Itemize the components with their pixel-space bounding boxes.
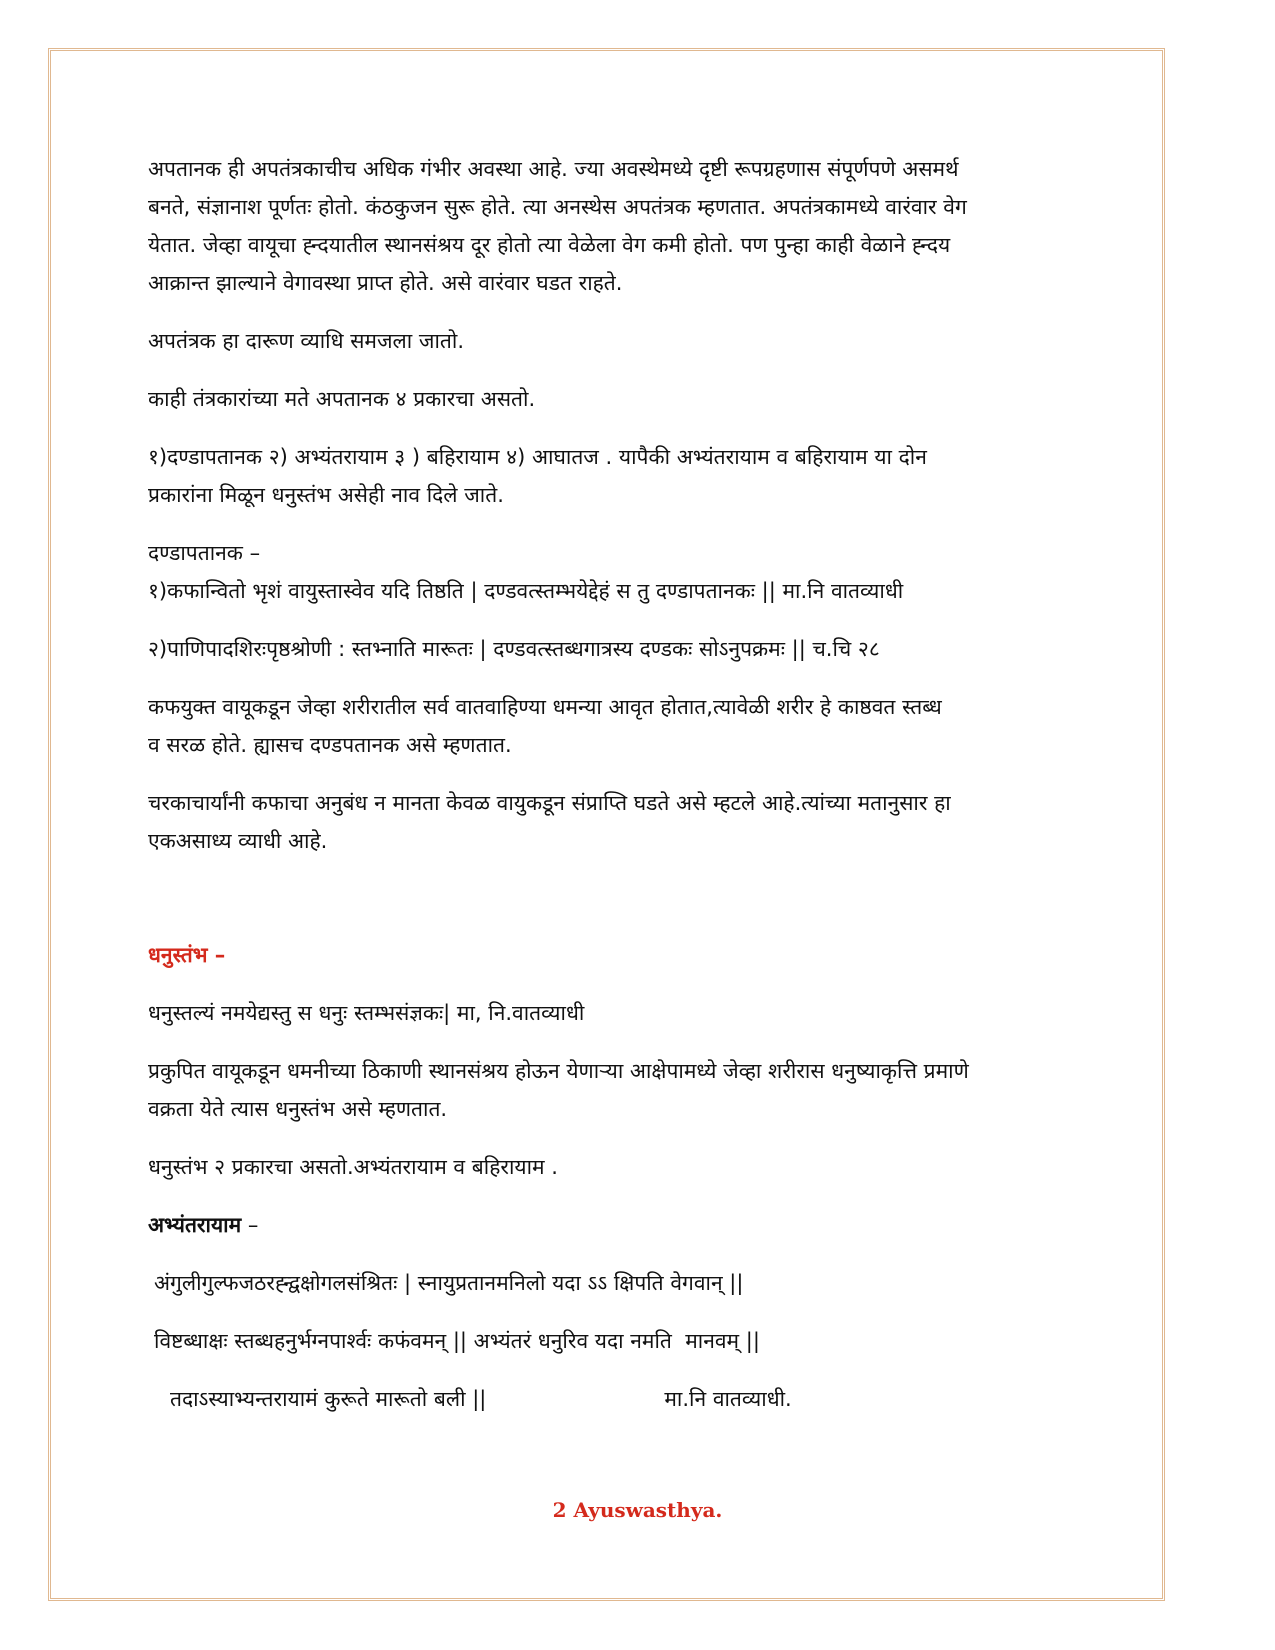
paragraph-dandapatanaka-desc bbox=[148, 688, 1133, 764]
page-footer: 2 Ayuswasthya. bbox=[552, 1498, 723, 1522]
verse-line-3 bbox=[170, 1380, 1133, 1418]
paragraph-dhanustambha-types: धनुस्तंभ २ प्रकारचा असतो.अभ्यंतरायाम व बहिरायाम . bbox=[148, 1155, 558, 1179]
text-line: येतात. जेव्हा वायूचा ह्न्दयातील स्थानसंश्रय दूर होतो त्या वेळेला वेग कमी होतो. पण पुन्हा काही वेळाने ह्न्दय bbox=[148, 233, 951, 257]
heading-text: अभ्यंतरायाम bbox=[148, 1213, 242, 1237]
text-line: अपतानक ही अपतंत्रकाचीच अधिक गंभीर अवस्था आहे. ज्या अवस्थेमध्ये दृष्टी रूपग्रहणास संपूर्णपणे असमर्थ bbox=[148, 157, 959, 181]
paragraph-charaka-view bbox=[148, 784, 1133, 860]
text-line: व सरळ होते. ह्यासच दण्डपतानक असे म्हणतात. bbox=[148, 733, 512, 757]
spacer bbox=[148, 880, 1133, 936]
sanskrit-quote: १)कफान्वितो भृशं वायुस्तास्वेव यदि तिष्ठति | दण्डवत्स्तम्भयेद्देहं स तु दण्डापतानकः || मा.नि वातव्याधी bbox=[148, 579, 904, 603]
verse-line-1: अंगुलीगुल्फजठरह्न्द्वक्षोगलसंश्रितः | स्नायुप्रतानमनिलो यदा ऽऽ क्षिपति वेगवान् || bbox=[154, 1271, 744, 1295]
text-line: एकअसाध्य व्याधी आहे. bbox=[148, 829, 328, 853]
paragraph-dhanustambha-desc bbox=[148, 1052, 1133, 1128]
text-line: १)दण्डापतानक २) अभ्यंतरायाम ३ ) बहिरायाम ४) आघातज . यापैकी अभ्यंतरायाम व बहिरायाम या दोन bbox=[148, 445, 927, 469]
text-line: प्रकारांना मिळून धनुस्तंभ असेही नाव दिले जाते. bbox=[148, 483, 504, 507]
paragraph-four-types: काही तंत्रकारांच्या मते अपतानक ४ प्रकारचा असतो. bbox=[148, 387, 536, 411]
sanskrit-quote-dhanustambha: धनुस्तल्यं नमयेद्यस्तु स धनुः स्तम्भसंज्ञकः| मा, नि.वातव्याधी bbox=[148, 1001, 585, 1025]
paragraph-apatanaka-intro bbox=[148, 150, 1133, 302]
paragraph-dandapatanaka bbox=[148, 534, 1133, 610]
text-line: बनते, संज्ञानाश पूर्णतः होतो. कंठकुजन सुरू होते. त्या अनस्थेस अपतंत्रक म्हणतात. अपतंत्रकामध्ये वारंवार वेग bbox=[148, 195, 967, 219]
text-line: चरकाचार्यांनी कफाचा अनुबंध न मानता केवळ वायुकडून संप्राप्ति घडते असे म्हटले आहे.त्यांच्या मतानुसार हा bbox=[148, 791, 951, 815]
document-body bbox=[148, 150, 1133, 1438]
paragraph-type-list bbox=[148, 438, 1133, 514]
section-heading-dhanustambha: धनुस्तंभ – bbox=[148, 943, 226, 967]
heading-dash: – bbox=[241, 1213, 259, 1237]
text-line: वक्रता येते त्यास धनुस्तंभ असे म्हणतात. bbox=[148, 1097, 448, 1121]
section-heading-abhyantarayama bbox=[148, 1206, 1133, 1244]
text-line: प्रकुपित वायूकडून धमनीच्या ठिकाणी स्थानसंश्रय होऊन येणाऱ्या आक्षेपामध्ये जेव्हा शरीरास धनुष्याकृत्ति प्रमाणे bbox=[148, 1059, 969, 1083]
text-line: आक्रान्त झाल्याने वेगावस्था प्राप्त होते. असे वारंवार घडत राहते. bbox=[148, 271, 623, 295]
text-line: कफयुक्त वायूकडून जेव्हा शरीरातील सर्व वातवाहिण्या धमन्या आवृत होतात,त्यावेळी शरीर हे काष्ठवत स्तब्ध bbox=[148, 695, 942, 719]
sanskrit-quote-charaka: २)पाणिपादशिरःपृष्ठश्रोणी : स्तभ्नाति मारूतः | दण्डवत्स्तब्धगात्रस्य दण्डकः सोऽनुपक्रमः || च.चि २८ bbox=[148, 637, 880, 661]
verse-line-2: विष्टब्धाक्षः स्तब्धहनुर्भग्नपार्श्वः कफंवमन् || अभ्यंतरं धनुरिव यदा नमति मानवम् || bbox=[154, 1329, 760, 1353]
subheading: दण्डापतानक – bbox=[148, 541, 261, 565]
verse-text: तदाऽस्याभ्यन्तरायामं कुरूते मारूतो बली || bbox=[170, 1387, 487, 1411]
verse-reference: मा.नि वातव्याधी. bbox=[664, 1387, 792, 1411]
paragraph-apatantraka: अपतंत्रक हा दारूण व्याधि समजला जातो. bbox=[148, 329, 464, 353]
